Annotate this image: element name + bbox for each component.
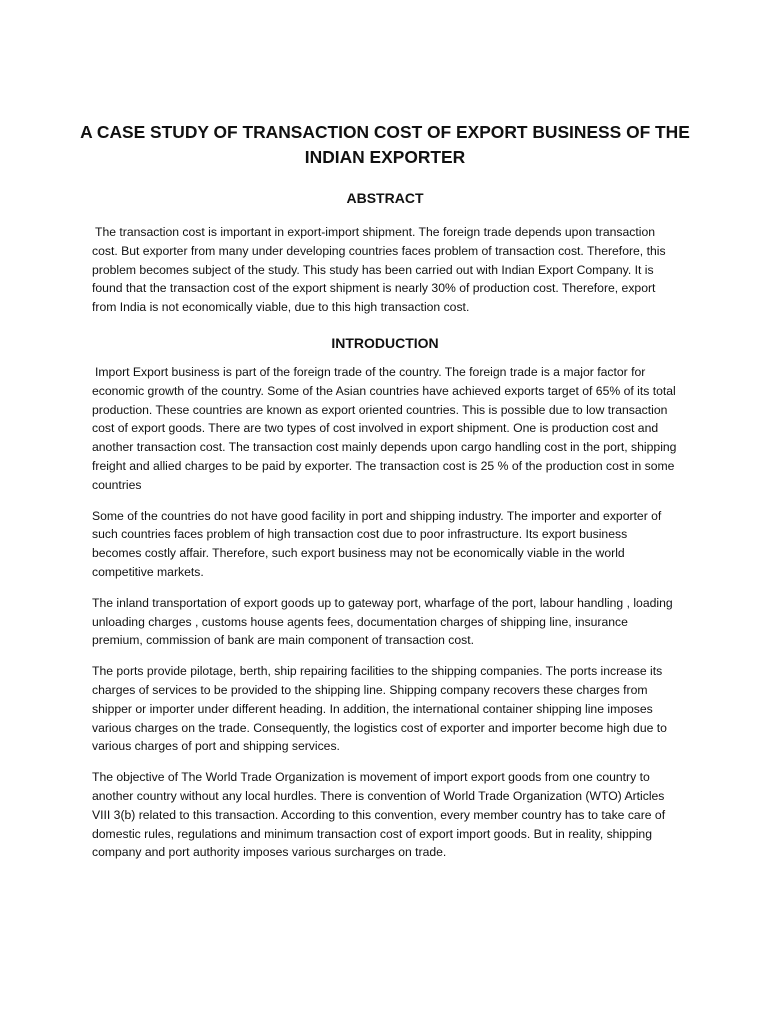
introduction-paragraph-3: The inland transportation of export goods up to gateway port, wharfage of the port, labour handling , loading unloading charges , customs house agents fees, documentation charges of shipping line, insurance premium, commission of bank are main component of transaction cost. — [92, 595, 673, 648]
document-page — [80, 120, 690, 874]
introduction-paragraph-4: The ports provide pilotage, berth, ship repairing facilities to the shipping companies. The ports increase its charges of services to be provided to the shipping line. Shipping company recovers these charges from shipper or importer under different heading. In addition, the international container shipping line imposes various charges on the trade. Consequently, the logistics cost of exporter and importer become high due to various charges of port and shipping services. — [92, 664, 667, 754]
paper-title: A CASE STUDY OF TRANSACTION COST OF EXPORT BUSINESS OF THE INDIAN EXPORTER — [80, 122, 690, 167]
introduction-paragraph-2: Some of the countries do not have good facility in port and shipping industry. The importer and exporter of such countries faces problem of high transaction cost due to poor infrastructure. Its export business becomes costly affair. Therefore, such export business may not be economically viable in the world competitive markets. — [92, 508, 662, 579]
introduction-paragraph-1: Import Export business is part of the foreign trade of the country. The foreign trade is a major factor for economic growth of the country. Some of the Asian countries have achieved exports target of 65% of its total production. These countries are known as export oriented countries. This is possible due to low transaction cost of export goods. There are two types of cost involved in export shipment. One is production cost and another transaction cost. The transaction cost mainly depends upon cargo handling cost in the port, shipping freight and allied charges to be paid by exporter. The transaction cost is 25 % of the production cost in some countries — [92, 364, 677, 492]
abstract-heading: ABSTRACT — [346, 190, 424, 206]
introduction-paragraph-5: The objective of The World Trade Organization is movement of import export goods from one country to another country without any local hurdles. There is convention of World Trade Organization (WTO) Articles VIII 3(b) related to this transaction. According to this convention, every member country has to take care of domestic rules, regulations and minimum transaction cost of export import goods. But in reality, shipping company and port authority imposes various surcharges on trade. — [92, 770, 666, 860]
introduction-heading: INTRODUCTION — [331, 334, 439, 351]
abstract-paragraph: The transaction cost is important in export-import shipment. The foreign trade depends upon transaction cost. But exporter from many under developing countries faces problem of transaction cost. Therefore, this problem becomes subject of the study. This study has been carried out with Indian Export Company. It is found that the transaction cost of the export shipment is nearly 30% of production cost. Therefore, export from India is not economically viable, due to this high transaction cost. — [92, 225, 666, 315]
